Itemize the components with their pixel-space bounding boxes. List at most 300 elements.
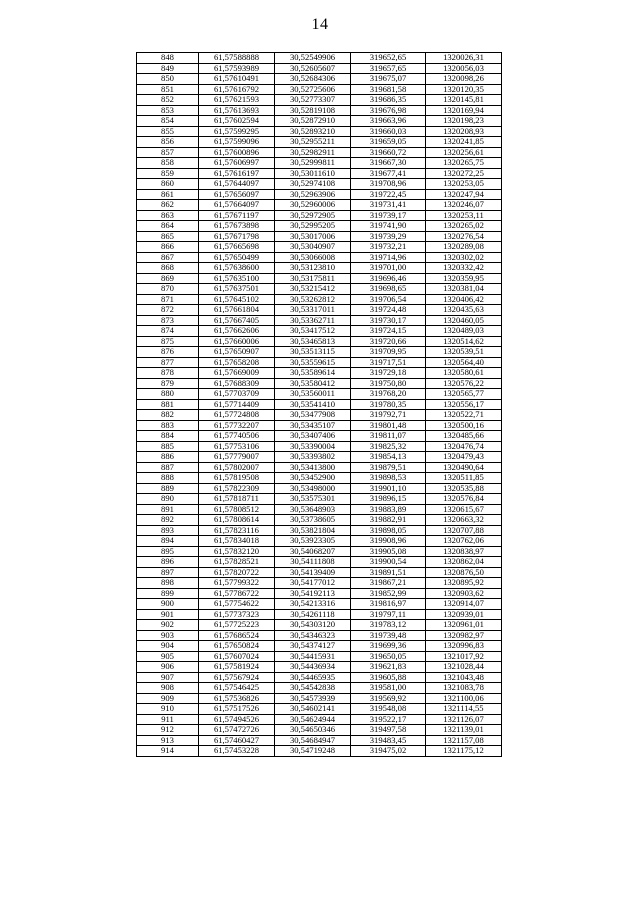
x-coordinate-cell: 319522,17 [351,714,426,725]
point-number-cell: 880 [137,389,199,400]
point-number-cell: 851 [137,84,199,95]
longitude-cell: 30,53513115 [275,347,351,358]
point-number-cell: 881 [137,399,199,410]
y-coordinate-cell: 1320241,85 [426,137,502,148]
point-number-cell: 890 [137,494,199,505]
y-coordinate-cell: 1320056,03 [426,63,502,74]
longitude-cell: 30,53498000 [275,483,351,494]
table-row [137,168,502,179]
x-coordinate-cell: 319729,18 [351,368,426,379]
latitude-cell: 61,57606997 [199,158,275,169]
latitude-cell: 61,57616197 [199,168,275,179]
y-coordinate-cell: 1320332,42 [426,263,502,274]
x-coordinate-cell: 319675,07 [351,74,426,85]
latitude-cell: 61,57661804 [199,305,275,316]
latitude-cell: 61,57637501 [199,284,275,295]
latitude-cell: 61,57818711 [199,494,275,505]
point-number-cell: 914 [137,746,199,757]
longitude-cell: 30,54719248 [275,746,351,757]
table-row [137,609,502,620]
point-number-cell: 872 [137,305,199,316]
longitude-cell: 30,52549906 [275,53,351,64]
table-row [137,179,502,190]
latitude-cell: 61,57832120 [199,546,275,557]
x-coordinate-cell: 319730,17 [351,315,426,326]
latitude-cell: 61,57588888 [199,53,275,64]
point-number-cell: 901 [137,609,199,620]
longitude-cell: 30,53040907 [275,242,351,253]
longitude-cell: 30,53821804 [275,525,351,536]
longitude-cell: 30,54573939 [275,693,351,704]
longitude-cell: 30,52725606 [275,84,351,95]
latitude-cell: 61,57453228 [199,746,275,757]
table-row [137,441,502,452]
y-coordinate-cell: 1320876,50 [426,567,502,578]
point-number-cell: 863 [137,210,199,221]
point-number-cell: 849 [137,63,199,74]
y-coordinate-cell: 1320511,85 [426,473,502,484]
x-coordinate-cell: 319605,88 [351,672,426,683]
point-number-cell: 864 [137,221,199,232]
point-number-cell: 848 [137,53,199,64]
point-number-cell: 855 [137,126,199,137]
y-coordinate-cell: 1321157,08 [426,735,502,746]
y-coordinate-cell: 1320169,94 [426,105,502,116]
table-row [137,399,502,410]
point-number-cell: 902 [137,620,199,631]
longitude-cell: 30,52955211 [275,137,351,148]
x-coordinate-cell: 319660,72 [351,147,426,158]
longitude-cell: 30,54415931 [275,651,351,662]
table-row [137,126,502,137]
latitude-cell: 61,57650824 [199,641,275,652]
longitude-cell: 30,52963906 [275,189,351,200]
longitude-cell: 30,53413800 [275,462,351,473]
table-body [137,53,502,757]
latitude-cell: 61,57644097 [199,179,275,190]
table-row [137,336,502,347]
longitude-cell: 30,53066008 [275,252,351,263]
point-number-cell: 895 [137,546,199,557]
table-row [137,252,502,263]
x-coordinate-cell: 319792,71 [351,410,426,421]
table-row [137,620,502,631]
latitude-cell: 61,57834018 [199,536,275,547]
point-number-cell: 877 [137,357,199,368]
latitude-cell: 61,57740506 [199,431,275,442]
y-coordinate-cell: 1320479,43 [426,452,502,463]
table-row [137,284,502,295]
latitude-cell: 61,57662606 [199,326,275,337]
longitude-cell: 30,53407406 [275,431,351,442]
point-number-cell: 903 [137,630,199,641]
point-number-cell: 891 [137,504,199,515]
x-coordinate-cell: 319867,21 [351,578,426,589]
longitude-cell: 30,53560011 [275,389,351,400]
point-number-cell: 912 [137,725,199,736]
point-number-cell: 856 [137,137,199,148]
y-coordinate-cell: 1321017,92 [426,651,502,662]
y-coordinate-cell: 1320489,03 [426,326,502,337]
x-coordinate-cell: 319741,90 [351,221,426,232]
longitude-cell: 30,53362711 [275,315,351,326]
latitude-cell: 61,57600896 [199,147,275,158]
x-coordinate-cell: 319891,51 [351,567,426,578]
longitude-cell: 30,53435107 [275,420,351,431]
longitude-cell: 30,54465935 [275,672,351,683]
x-coordinate-cell: 319905,08 [351,546,426,557]
table-row [137,116,502,127]
latitude-cell: 61,57650907 [199,347,275,358]
point-number-cell: 889 [137,483,199,494]
y-coordinate-cell: 1321126,07 [426,714,502,725]
point-number-cell: 910 [137,704,199,715]
x-coordinate-cell: 319708,96 [351,179,426,190]
latitude-cell: 61,57754622 [199,599,275,610]
y-coordinate-cell: 1321043,48 [426,672,502,683]
x-coordinate-cell: 319854,13 [351,452,426,463]
x-coordinate-cell: 319667,30 [351,158,426,169]
table-row [137,693,502,704]
table-row [137,147,502,158]
x-coordinate-cell: 319739,17 [351,210,426,221]
point-number-cell: 866 [137,242,199,253]
longitude-cell: 30,53452900 [275,473,351,484]
longitude-cell: 30,54192113 [275,588,351,599]
x-coordinate-cell: 319908,96 [351,536,426,547]
y-coordinate-cell: 1320903,62 [426,588,502,599]
longitude-cell: 30,53393802 [275,452,351,463]
table-row [137,704,502,715]
latitude-cell: 61,57610491 [199,74,275,85]
point-number-cell: 865 [137,231,199,242]
latitude-cell: 61,57494526 [199,714,275,725]
y-coordinate-cell: 1320246,07 [426,200,502,211]
point-number-cell: 888 [137,473,199,484]
x-coordinate-cell: 319681,58 [351,84,426,95]
point-number-cell: 907 [137,672,199,683]
point-number-cell: 867 [137,252,199,263]
y-coordinate-cell: 1320982,97 [426,630,502,641]
longitude-cell: 30,54303120 [275,620,351,631]
longitude-cell: 30,53575301 [275,494,351,505]
point-number-cell: 862 [137,200,199,211]
point-number-cell: 905 [137,651,199,662]
y-coordinate-cell: 1320247,94 [426,189,502,200]
longitude-cell: 30,53580412 [275,378,351,389]
point-number-cell: 875 [137,336,199,347]
longitude-cell: 30,52999811 [275,158,351,169]
x-coordinate-cell: 319739,48 [351,630,426,641]
x-coordinate-cell: 319699,36 [351,641,426,652]
longitude-cell: 30,52773307 [275,95,351,106]
y-coordinate-cell: 1320485,66 [426,431,502,442]
latitude-cell: 61,57664097 [199,200,275,211]
x-coordinate-cell: 319731,41 [351,200,426,211]
point-number-cell: 852 [137,95,199,106]
table-row [137,210,502,221]
table-row [137,315,502,326]
latitude-cell: 61,57621593 [199,95,275,106]
table-row [137,389,502,400]
x-coordinate-cell: 319898,53 [351,473,426,484]
x-coordinate-cell: 319621,83 [351,662,426,673]
point-number-cell: 899 [137,588,199,599]
table-row [137,273,502,284]
table-row [137,578,502,589]
y-coordinate-cell: 1320522,71 [426,410,502,421]
point-number-cell: 898 [137,578,199,589]
point-number-cell: 897 [137,567,199,578]
table-row [137,641,502,652]
y-coordinate-cell: 1320565,77 [426,389,502,400]
x-coordinate-cell: 319676,98 [351,105,426,116]
x-coordinate-cell: 319497,58 [351,725,426,736]
x-coordinate-cell: 319724,15 [351,326,426,337]
latitude-cell: 61,57799322 [199,578,275,589]
point-number-cell: 904 [137,641,199,652]
longitude-cell: 30,53738605 [275,515,351,526]
longitude-cell: 30,54436934 [275,662,351,673]
table-row [137,137,502,148]
table-row [137,452,502,463]
point-number-cell: 886 [137,452,199,463]
latitude-cell: 61,57660006 [199,336,275,347]
table-row [137,746,502,757]
y-coordinate-cell: 1320476,74 [426,441,502,452]
longitude-cell: 30,53541410 [275,399,351,410]
latitude-cell: 61,57650499 [199,252,275,263]
longitude-cell: 30,54111808 [275,557,351,568]
y-coordinate-cell: 1320556,17 [426,399,502,410]
table-row [137,546,502,557]
point-number-cell: 854 [137,116,199,127]
latitude-cell: 61,57602594 [199,116,275,127]
x-coordinate-cell: 319677,41 [351,168,426,179]
x-coordinate-cell: 319475,02 [351,746,426,757]
table-row [137,242,502,253]
longitude-cell: 30,53390004 [275,441,351,452]
table-row [137,651,502,662]
y-coordinate-cell: 1320707,88 [426,525,502,536]
y-coordinate-cell: 1320265,75 [426,158,502,169]
latitude-cell: 61,57546425 [199,683,275,694]
table-row [137,483,502,494]
point-number-cell: 868 [137,263,199,274]
latitude-cell: 61,57724808 [199,410,275,421]
table-row [137,672,502,683]
longitude-cell: 30,54650346 [275,725,351,736]
x-coordinate-cell: 319698,65 [351,284,426,295]
table-row [137,683,502,694]
y-coordinate-cell: 1320435,63 [426,305,502,316]
latitude-cell: 61,57808512 [199,504,275,515]
longitude-cell: 30,54139409 [275,567,351,578]
x-coordinate-cell: 319686,35 [351,95,426,106]
point-number-cell: 870 [137,284,199,295]
latitude-cell: 61,57599096 [199,137,275,148]
coordinates-table [136,52,502,757]
y-coordinate-cell: 1320580,61 [426,368,502,379]
table-row [137,95,502,106]
x-coordinate-cell: 319879,51 [351,462,426,473]
y-coordinate-cell: 1320208,93 [426,126,502,137]
latitude-cell: 61,57536826 [199,693,275,704]
y-coordinate-cell: 1320460,05 [426,315,502,326]
table-row [137,263,502,274]
longitude-cell: 30,54261118 [275,609,351,620]
latitude-cell: 61,57656097 [199,189,275,200]
table-row [137,63,502,74]
x-coordinate-cell: 319696,46 [351,273,426,284]
longitude-cell: 30,53262812 [275,294,351,305]
longitude-cell: 30,53017006 [275,231,351,242]
longitude-cell: 30,53648903 [275,504,351,515]
point-number-cell: 883 [137,420,199,431]
point-number-cell: 873 [137,315,199,326]
latitude-cell: 61,57688309 [199,378,275,389]
x-coordinate-cell: 319659,05 [351,137,426,148]
point-number-cell: 859 [137,168,199,179]
y-coordinate-cell: 1321100,06 [426,693,502,704]
point-number-cell: 857 [137,147,199,158]
point-number-cell: 885 [137,441,199,452]
y-coordinate-cell: 1320265,02 [426,221,502,232]
y-coordinate-cell: 1320359,95 [426,273,502,284]
y-coordinate-cell: 1321083,78 [426,683,502,694]
y-coordinate-cell: 1320564,40 [426,357,502,368]
latitude-cell: 61,57779007 [199,452,275,463]
point-number-cell: 894 [137,536,199,547]
longitude-cell: 30,53011610 [275,168,351,179]
longitude-cell: 30,52872910 [275,116,351,127]
x-coordinate-cell: 319717,51 [351,357,426,368]
point-number-cell: 896 [137,557,199,568]
x-coordinate-cell: 319720,66 [351,336,426,347]
y-coordinate-cell: 1320961,01 [426,620,502,631]
table-row [137,357,502,368]
latitude-cell: 61,57703709 [199,389,275,400]
x-coordinate-cell: 319660,03 [351,126,426,137]
y-coordinate-cell: 1320253,05 [426,179,502,190]
x-coordinate-cell: 319739,29 [351,231,426,242]
latitude-cell: 61,57732207 [199,420,275,431]
y-coordinate-cell: 1320862,04 [426,557,502,568]
latitude-cell: 61,57786722 [199,588,275,599]
y-coordinate-cell: 1321114,55 [426,704,502,715]
point-number-cell: 874 [137,326,199,337]
latitude-cell: 61,57673898 [199,221,275,232]
y-coordinate-cell: 1320026,31 [426,53,502,64]
table-row [137,294,502,305]
x-coordinate-cell: 319569,92 [351,693,426,704]
table-row [137,221,502,232]
latitude-cell: 61,57645102 [199,294,275,305]
point-number-cell: 869 [137,273,199,284]
table-row [137,462,502,473]
x-coordinate-cell: 319724,48 [351,305,426,316]
x-coordinate-cell: 319898,05 [351,525,426,536]
y-coordinate-cell: 1320663,32 [426,515,502,526]
table-row [137,420,502,431]
x-coordinate-cell: 319709,95 [351,347,426,358]
y-coordinate-cell: 1321028,44 [426,662,502,673]
latitude-cell: 61,57460427 [199,735,275,746]
longitude-cell: 30,53559615 [275,357,351,368]
y-coordinate-cell: 1320514,62 [426,336,502,347]
table-row [137,431,502,442]
longitude-cell: 30,53923305 [275,536,351,547]
latitude-cell: 61,57658208 [199,357,275,368]
table-row [137,378,502,389]
table-row [137,714,502,725]
point-number-cell: 871 [137,294,199,305]
point-number-cell: 893 [137,525,199,536]
latitude-cell: 61,57820722 [199,567,275,578]
page-number: 14 [311,16,329,33]
longitude-cell: 30,53317011 [275,305,351,316]
latitude-cell: 61,57671197 [199,210,275,221]
table-row [137,662,502,673]
x-coordinate-cell: 319722,45 [351,189,426,200]
x-coordinate-cell: 319882,91 [351,515,426,526]
longitude-cell: 30,53465813 [275,336,351,347]
x-coordinate-cell: 319780,35 [351,399,426,410]
latitude-cell: 61,57665698 [199,242,275,253]
table-row [137,158,502,169]
y-coordinate-cell: 1320939,01 [426,609,502,620]
table-row [137,525,502,536]
longitude-cell: 30,53477908 [275,410,351,421]
table-row [137,557,502,568]
longitude-cell: 30,54624944 [275,714,351,725]
longitude-cell: 30,53175811 [275,273,351,284]
x-coordinate-cell: 319714,96 [351,252,426,263]
table-row [137,567,502,578]
latitude-cell: 61,57737323 [199,609,275,620]
x-coordinate-cell: 319732,21 [351,242,426,253]
x-coordinate-cell: 319768,20 [351,389,426,400]
latitude-cell: 61,57808614 [199,515,275,526]
y-coordinate-cell: 1320535,88 [426,483,502,494]
latitude-cell: 61,57819508 [199,473,275,484]
longitude-cell: 30,52974108 [275,179,351,190]
y-coordinate-cell: 1320276,54 [426,231,502,242]
y-coordinate-cell: 1320615,67 [426,504,502,515]
latitude-cell: 61,57517526 [199,704,275,715]
table-row [137,599,502,610]
table-row [137,189,502,200]
longitude-cell: 30,53417512 [275,326,351,337]
latitude-cell: 61,57823116 [199,525,275,536]
y-coordinate-cell: 1320895,92 [426,578,502,589]
y-coordinate-cell: 1320098,26 [426,74,502,85]
x-coordinate-cell: 319901,10 [351,483,426,494]
latitude-cell: 61,57725223 [199,620,275,631]
longitude-cell: 30,52960006 [275,200,351,211]
y-coordinate-cell: 1320576,84 [426,494,502,505]
table-row [137,504,502,515]
table-row [137,494,502,505]
x-coordinate-cell: 319797,11 [351,609,426,620]
table-row [137,725,502,736]
latitude-cell: 61,57635100 [199,273,275,284]
y-coordinate-cell: 1320120,35 [426,84,502,95]
longitude-cell: 30,52819108 [275,105,351,116]
point-number-cell: 876 [137,347,199,358]
table-row [137,630,502,641]
longitude-cell: 30,52605607 [275,63,351,74]
